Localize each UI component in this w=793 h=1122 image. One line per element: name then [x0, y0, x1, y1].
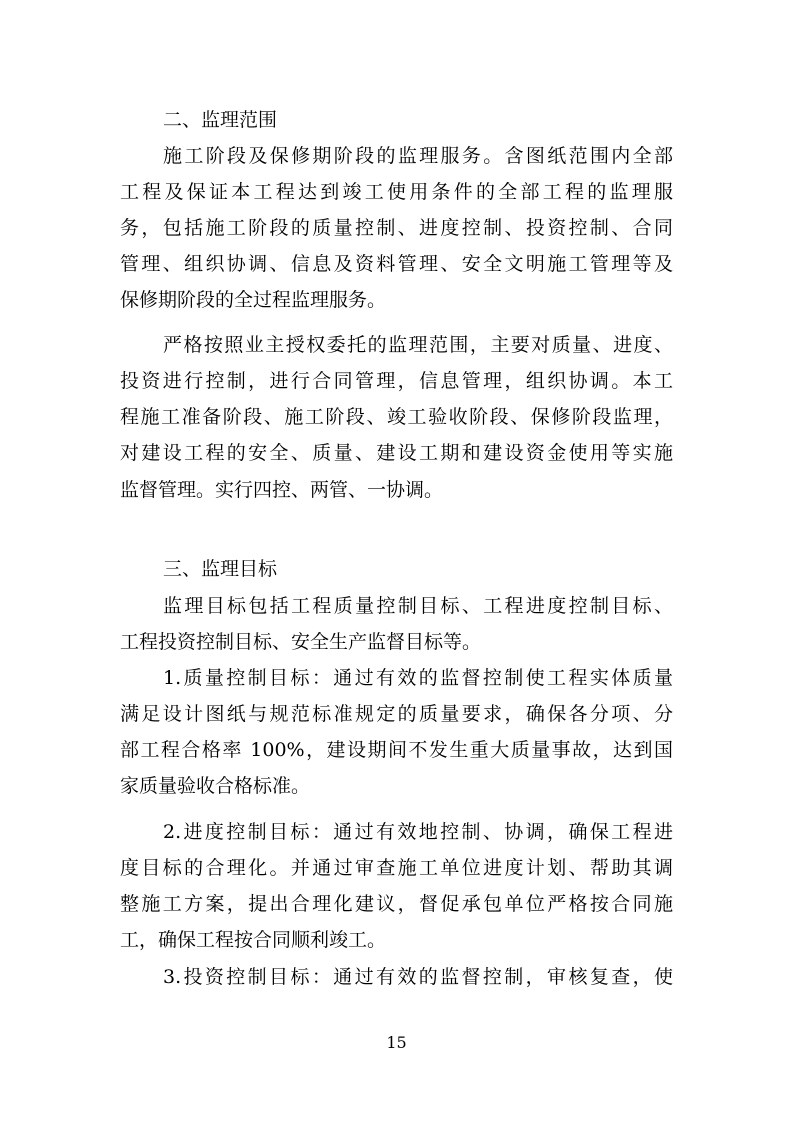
- text-line: 部工程合格率 100%，建设期间不发生重大质量事故，达到国: [120, 739, 673, 761]
- text-line: 工程及保证本工程达到竣工使用条件的全部工程的监理服: [120, 181, 673, 203]
- text-line: 监督管理。实行四控、两管、一协调。: [120, 479, 444, 501]
- text-line: 监理目标包括工程质量控制目标、工程进度控制目标、: [163, 595, 673, 617]
- text-line: 投资进行控制，进行合同管理，信息管理，组织协调。本工: [120, 370, 673, 392]
- text-line: 务，包括施工阶段的质量控制、进度控制、投资控制、合同: [120, 217, 673, 239]
- page-number: 15: [386, 1033, 407, 1052]
- text-line: 3.投资控制目标：通过有效的监督控制，审核复查，使: [163, 966, 673, 988]
- text-line: 程施工准备阶段、施工阶段、竣工验收阶段、保修阶段监理，: [120, 406, 673, 428]
- text-line: 管理、组织协调、信息及资料管理、安全文明施工管理等及: [120, 253, 673, 275]
- text-line: 整施工方案，提出合理化建议，督促承包单位严格按合同施: [120, 893, 673, 915]
- text-line: 工程投资控制目标、安全生产监督目标等。: [120, 631, 482, 653]
- text-line: 严格按照业主授权委托的监理范围，主要对质量、进度、: [163, 334, 673, 356]
- section-heading-scope: 二、监理范围: [163, 109, 278, 131]
- text-line: 1.质量控制目标：通过有效的监督控制使工程实体质量: [163, 667, 673, 689]
- text-line: 工，确保工程按合同顺利竣工。: [120, 929, 387, 951]
- text-line: 2.进度控制目标：通过有效地控制、协调，确保工程进: [163, 821, 673, 843]
- text-line: 满足设计图纸与规范标准规定的质量要求，确保各分项、分: [120, 703, 673, 725]
- text-line: 施工阶段及保修期阶段的监理服务。含图纸范围内全部: [163, 145, 673, 167]
- text-line: 保修期阶段的全过程监理服务。: [120, 289, 387, 311]
- section-heading-objectives: 三、监理目标: [163, 558, 278, 580]
- text-line: 对建设工程的安全、质量、建设工期和建设资金使用等实施: [120, 442, 673, 464]
- text-line: 度目标的合理化。并通过审查施工单位进度计划、帮助其调: [120, 857, 673, 879]
- text-line: 家质量验收合格标准。: [120, 775, 311, 797]
